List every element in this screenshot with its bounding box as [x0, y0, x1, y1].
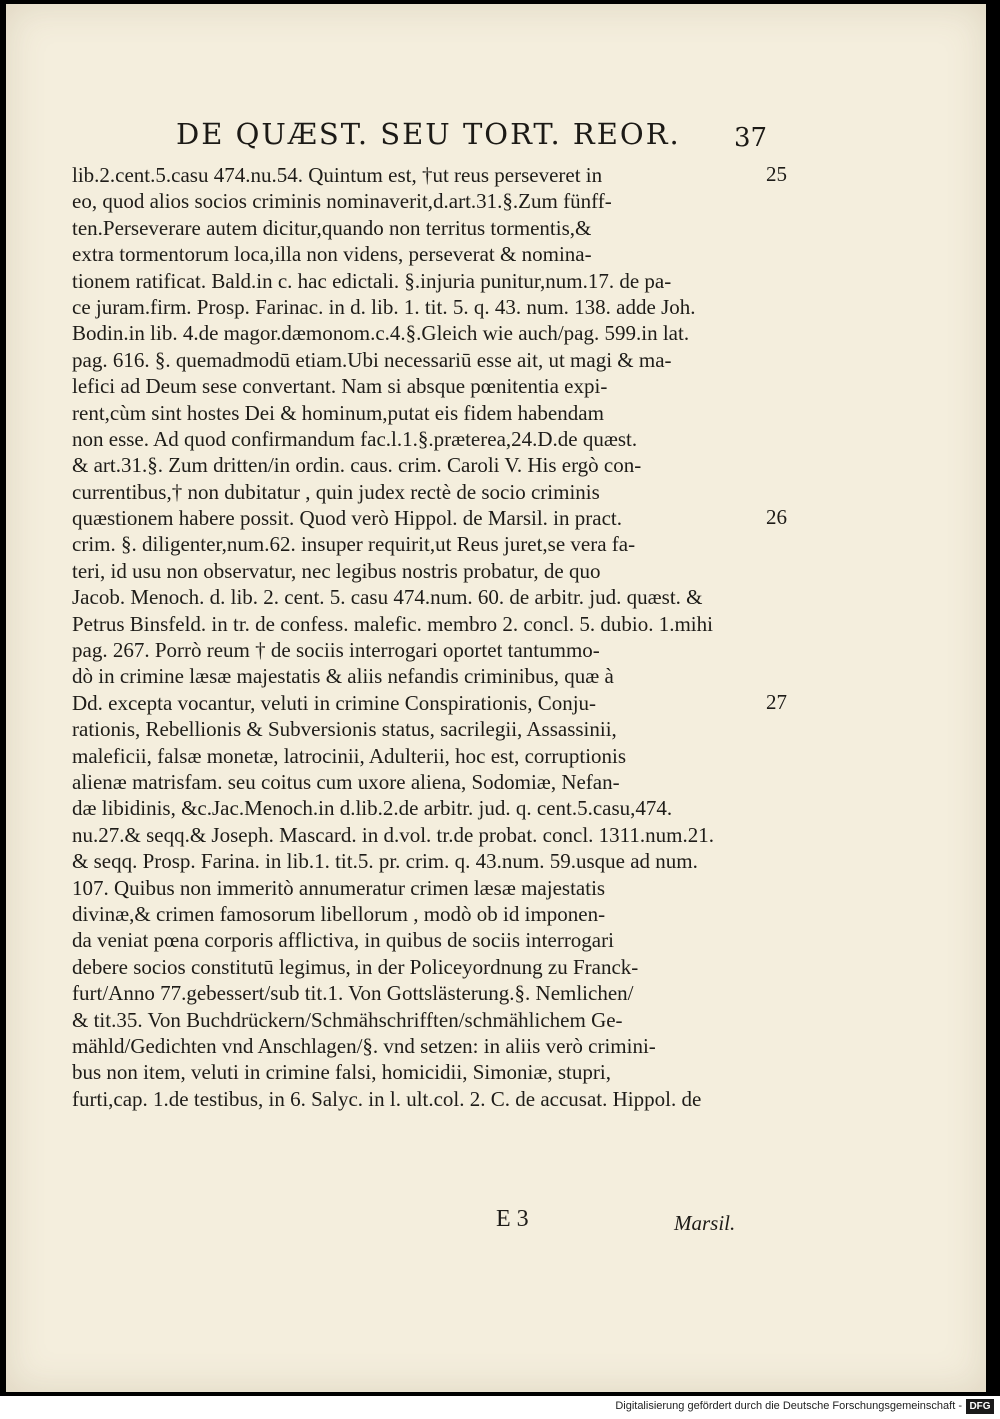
text-line: ce juram.firm. Prosp. Farinac. in d. lib. 1. tit. 5. q. 43. num. 138. adde Joh. — [72, 294, 696, 319]
text-line: furti,cap. 1.de testibus, in 6. Salyc. in l. ult.col. 2. C. de accusat. Hippol. de — [72, 1086, 702, 1111]
text-line: crim. §. diligenter,num.62. insuper requirit,ut Reus juret,se vera fa- — [72, 532, 636, 557]
body-text — [72, 162, 762, 1112]
marginal-number: 26 — [766, 505, 787, 529]
marginal-number: 25 — [766, 162, 787, 186]
text-line: teri, id usu non observatur, nec legibus nostris probatur, de quo — [72, 558, 601, 583]
text-line: maleficii, falsæ monetæ, latrocinii, Adulterii, hoc est, corruptionis — [72, 743, 627, 768]
page-number: 37 — [734, 123, 768, 153]
text-line: debere socios constitutū legimus, in der Policeyordnung zu Franck- — [72, 954, 639, 979]
text-line: lefici ad Deum sese convertant. Nam si absque pœnitentia expi- — [72, 374, 608, 399]
text-line: 107. Quibus non immeritò annumeratur crimen læsæ majestatis — [72, 875, 606, 900]
text-line: nu.27.& seqq.& Joseph. Mascard. in d.vol. tr.de probat. concl. 1311.num.21. — [72, 822, 714, 847]
catchword: Marsil. — [674, 1211, 736, 1235]
text-line: currentibus,† non dubitatur , quin judex rectè de socio criminis — [72, 479, 600, 504]
text-line: bus non item, veluti in crimine falsi, homicidii, Simoniæ, stupri, — [72, 1060, 611, 1085]
text-line: mähld/Gedichten vnd Anschlagen/§. vnd setzen: in aliis verò crimini- — [72, 1033, 656, 1058]
text-line: eo, quod alios socios criminis nominaverit,d.art.31.§.Zum fünff- — [72, 189, 612, 214]
text-line: ten.Perseverare autem dicitur,quando non territus tormentis,& — [72, 215, 592, 240]
text-line: & seqq. Prosp. Farina. in lib.1. tit.5. pr. crim. q. 43.num. 59.usque ad num. — [72, 849, 698, 874]
text-line: alienæ matrisfam. seu coitus cum uxore aliena, Sodomiæ, Nefan- — [72, 769, 620, 794]
funding-text: Digitalisierung gefördert durch die Deutsche Forschungsgemeinschaft - — [615, 1400, 962, 1412]
text-line: Petrus Binsfeld. in tr. de confess. malefic. membro 2. concl. 5. dubio. 1.mihi — [72, 611, 713, 636]
text-line: quæstionem habere possit. Quod verò Hippol. de Marsil. in pract. — [72, 506, 622, 531]
text-line: pag. 616. §. quemadmodū etiam.Ubi necessariū esse ait, ut magi & ma- — [72, 347, 672, 372]
dfg-logo-icon: DFG — [966, 1399, 994, 1414]
text-line: da veniat pœna corporis afflictiva, in quibus de sociis interrogari — [72, 928, 614, 953]
text-line: dò in crimine læsæ majestatis & aliis nefandis criminibus, quæ à — [72, 664, 614, 689]
text-line: Jacob. Menoch. d. lib. 2. cent. 5. casu 474.num. 60. de arbitr. jud. quæst. & — [72, 585, 703, 610]
text-line: rent,cùm sint hostes Dei & hominum,putat eis fidem habendam — [72, 400, 604, 425]
text-line: non esse. Ad quod confirmandum fac.l.1.§.præterea,24.D.de quæst. — [72, 426, 638, 451]
text-line: & art.31.§. Zum dritten/in ordin. caus. crim. Caroli V. His ergò con- — [72, 453, 642, 478]
text-line: & tit.35. Von Buchdrückern/Schmähschrifften/schmählichem Ge- — [72, 1007, 623, 1032]
book-page — [6, 4, 986, 1392]
text-line: lib.2.cent.5.casu 474.nu.54. Quintum est, †ut reus perseveret in — [72, 163, 603, 187]
text-line: tionem ratificat. Bald.in c. hac edictali. §.injuria punitur,num.17. de pa- — [72, 268, 672, 293]
text-line: rationis, Rebellionis & Subversionis status, sacrilegii, Assassinii, — [72, 717, 617, 742]
text-line: pag. 267. Porrò reum † de sociis interrogari oportet tantummo- — [72, 638, 600, 663]
funding-bar — [0, 1396, 1000, 1419]
running-header: DE QUÆST. SEU TORT. REOR. — [176, 117, 681, 151]
text-line: dæ libidinis, &c.Jac.Menoch.in d.lib.2.de arbitr. jud. q. cent.5.casu,474. — [72, 796, 673, 821]
text-line: divinæ,& crimen famosorum libellorum , modò ob id imponen- — [72, 901, 606, 926]
text-line: Dd. excepta vocantur, veluti in crimine Conspirationis, Conju- — [72, 690, 597, 715]
marginal-number: 27 — [766, 690, 787, 714]
text-line: furt/Anno 77.gebessert/sub tit.1. Von Gottslästerung.§. Nemlichen/ — [72, 981, 634, 1006]
signature-mark: E 3 — [496, 1206, 529, 1232]
text-line: Bodin.in lib. 4.de magor.dæmonom.c.4.§.Gleich wie auch/pag. 599.in lat. — [72, 321, 690, 346]
text-line: extra tormentorum loca,illa non videns, perseverat & nomina- — [72, 242, 592, 267]
